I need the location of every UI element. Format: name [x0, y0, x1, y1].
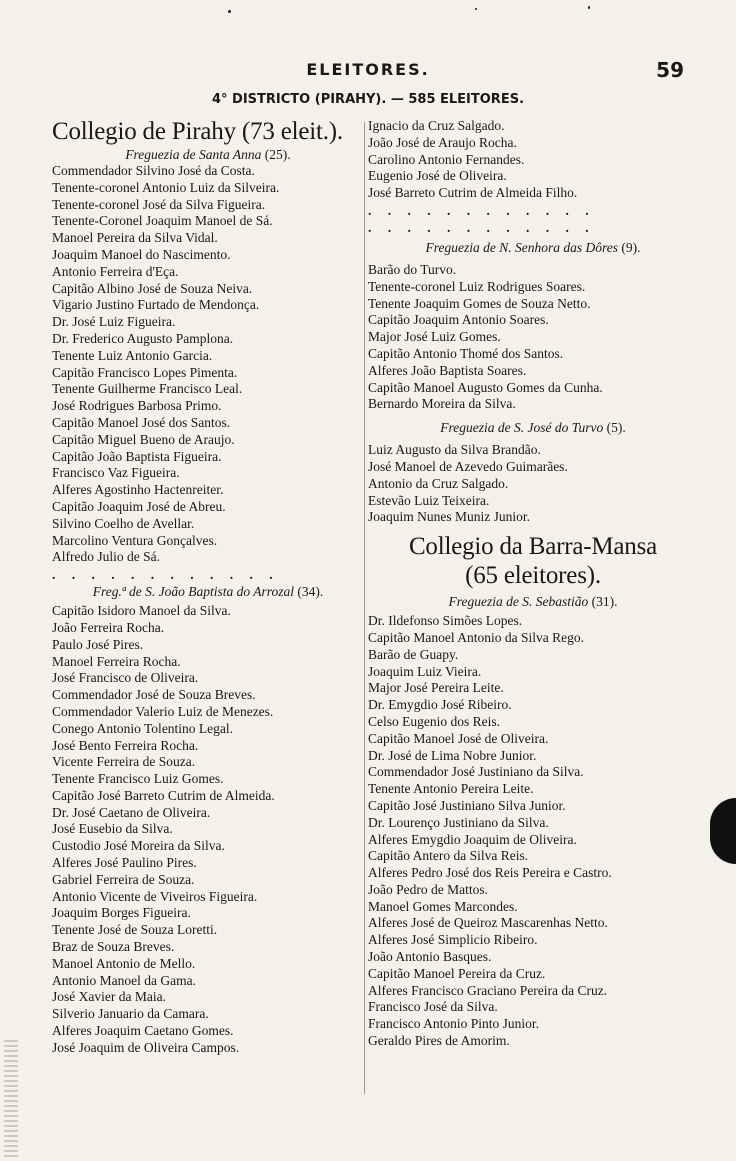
college-heading-pirahy: Collegio de Pirahy (73 eleit.). [52, 118, 343, 145]
list-item: José Rodrigues Barbosa Primo. [52, 398, 222, 414]
ellipsis-row: . . . . . . . . . . . . [368, 202, 596, 218]
list-item: José Barreto Cutrim de Almeida Filho. [368, 185, 578, 201]
parish-count: (5). [606, 420, 626, 436]
list-item: Alferes José Paulino Pires. [52, 855, 197, 871]
list-item: Capitão Manoel José dos Santos. [52, 414, 231, 430]
voter-list-sebastiao [368, 613, 698, 1050]
list-item: Celso Eugenio dos Reis. [368, 713, 500, 729]
list-item: Capitão José Barreto Cutrim de Almeida. [52, 787, 275, 803]
running-title: ELEITORES. [306, 60, 430, 79]
parish-heading-dores [368, 239, 698, 256]
page-edge-mark [710, 798, 736, 864]
list-item: José Francisco de Oliveira. [52, 670, 199, 686]
left-column [52, 118, 364, 1057]
ink-speck [228, 10, 231, 13]
voter-list-turvo [368, 442, 698, 526]
list-item: Capitão Manoel Antonio da Silva Rego. [368, 629, 584, 645]
district-title: 4° DISTRICTO (PIRAHY). — 585 ELEITORES. [211, 92, 525, 107]
list-item: Tenente Joaquim Gomes de Souza Netto. [368, 295, 591, 311]
list-item: Capitão Manoel Pereira da Cruz. [368, 965, 546, 981]
list-item: Geraldo Pires de Amorim. [368, 1033, 510, 1049]
list-item: Tenente-coronel José da Silva Figueira. [52, 196, 266, 212]
list-item: Alferes Pedro José dos Reis Pereira e Castro. [368, 865, 612, 881]
list-item: Tenente José de Souza Loretti. [52, 922, 218, 938]
parish-title: Freguezia de S. José do Turvo [440, 420, 604, 436]
list-item: Dr. José Luiz Figueira. [52, 314, 176, 330]
list-item: Antonio Manoel da Gama. [52, 972, 196, 988]
ellipsis-row: . . . . . . . . . . . . [52, 567, 280, 583]
list-item: Silverio Januario da Camara. [52, 1006, 209, 1022]
list-item: Alferes João Baptista Soares. [368, 362, 527, 378]
parish-count: (34). [297, 584, 324, 600]
list-item: Bernardo Moreira da Silva. [368, 396, 516, 412]
list-item: Commendador José de Souza Breves. [52, 687, 256, 703]
list-item: Alferes Joaquim Caetano Gomes. [52, 1023, 234, 1039]
running-head [0, 60, 736, 86]
list-item: José Bento Ferreira Rocha. [52, 737, 199, 753]
parish-count: (9). [621, 239, 641, 255]
list-item: Manoel Antonio de Mello. [52, 955, 196, 971]
list-item: Silvino Coelho de Avellar. [52, 515, 195, 531]
list-item: Joaquim Luiz Vieira. [368, 663, 482, 679]
list-item: Barão do Turvo. [368, 261, 457, 277]
list-item: Alferes José de Queiroz Mascarenhas Netto. [368, 915, 608, 931]
list-item: Dr. José Caetano de Oliveira. [52, 804, 211, 820]
ink-speck [475, 8, 477, 10]
right-column [368, 118, 698, 1050]
voter-list-continued [368, 118, 698, 202]
college-heading-barra-mansa: Collegio da Barra-Mansa [408, 533, 658, 561]
list-item: Joaquim Nunes Muniz Junior. [368, 509, 530, 525]
list-item: Manoel Ferreira Rocha. [52, 653, 181, 669]
list-item: Manoel Gomes Marcondes. [368, 898, 518, 914]
list-item: Antonio da Cruz Salgado. [368, 475, 509, 491]
list-item: José Xavier da Maia. [52, 989, 166, 1005]
list-item: Capitão Albino José de Souza Neiva. [52, 280, 253, 296]
list-item: Tenente-coronel Antonio Luiz da Silveira. [52, 179, 280, 195]
list-item: Eugenio José de Oliveira. [368, 168, 507, 184]
list-item: Tenente Antonio Pereira Leite. [368, 781, 534, 797]
list-item: Dr. Emygdio José Ribeiro. [368, 697, 512, 713]
list-item: Dr. Lourenço Justiniano da Silva. [368, 814, 549, 830]
list-item: Gabriel Ferreira de Souza. [52, 871, 195, 887]
list-item: Major José Luiz Gomes. [368, 329, 501, 345]
list-item: Francisco José da Silva. [368, 999, 498, 1015]
list-item: Vigario Justino Furtado de Mendonça. [52, 297, 260, 313]
list-item: Paulo José Pires. [52, 636, 144, 652]
column-divider [364, 122, 365, 1094]
list-item: Tenente Guilherme Francisco Leal. [52, 381, 243, 397]
parish-title: Freg.ª de S. João Baptista do Arrozal [92, 584, 294, 600]
list-item: João Ferreira Rocha. [52, 619, 165, 635]
list-item: Commendador Valerio Luiz de Menezes. [52, 703, 274, 719]
list-item: Custodio José Moreira da Silva. [52, 838, 225, 854]
voter-list-arrozal [52, 603, 364, 1057]
list-item: Capitão Antero da Silva Reis. [368, 848, 529, 864]
list-item: José Eusebio da Silva. [52, 821, 173, 837]
list-item: Antonio Ferreira d'Eça. [52, 263, 179, 279]
list-item: Francisco Vaz Figueira. [52, 465, 180, 481]
list-item: Vicente Ferreira de Souza. [52, 754, 196, 770]
list-item: João José de Araujo Rocha. [368, 134, 517, 150]
parish-count: (25). [264, 147, 291, 162]
list-item: Manoel Pereira da Silva Vidal. [52, 230, 218, 246]
parish-title: Freguezia de Santa Anna [125, 147, 262, 162]
list-item: Barão de Guapy. [368, 646, 459, 662]
list-item: Alferes José Simplicio Ribeiro. [368, 932, 538, 948]
list-item: Capitão Miguel Bueno de Araujo. [52, 431, 235, 447]
parish-heading-arrozal [52, 583, 364, 600]
list-item: Antonio Vicente de Viveiros Figueira. [52, 888, 258, 904]
list-item: Tenente Luiz Antonio Garcia. [52, 347, 213, 363]
list-item: Joaquim Manoel do Nascimento. [52, 246, 231, 262]
voter-list-santa-anna [52, 163, 364, 566]
list-item: Capitão Manoel Augusto Gomes da Cunha. [368, 379, 603, 395]
list-item: Tenente-Coronel Joaquim Manoel de Sá. [52, 213, 273, 229]
list-item: Marcolino Ventura Gonçalves. [52, 532, 218, 548]
list-item: Dr. José de Lima Nobre Junior. [368, 747, 537, 763]
list-item: Conego Antonio Tolentino Legal. [52, 720, 234, 736]
parish-heading-turvo [368, 419, 698, 436]
list-item: Alferes Francisco Graciano Pereira da Cruz. [368, 982, 608, 998]
list-item: Dr. Ildefonso Simões Lopes. [368, 613, 523, 629]
list-item: José Manoel de Azevedo Guimarães. [368, 458, 568, 474]
list-item: Joaquim Borges Figueira. [52, 905, 191, 921]
list-item: Capitão Joaquim Antonio Soares. [368, 312, 549, 328]
parish-title: Freguezia de N. Senhora das Dôres [425, 239, 618, 255]
list-item: Alferes Emygdio Joaquim de Oliveira. [368, 831, 577, 847]
list-item: Commendador Silvino José da Costa. [52, 163, 255, 178]
list-item: Capitão Isidoro Manoel da Silva. [52, 603, 231, 619]
list-item: Alfredo Julio de Sá. [52, 549, 160, 565]
list-item: Capitão Manoel José de Oliveira. [368, 730, 549, 746]
list-item: João Pedro de Mattos. [368, 881, 488, 897]
list-item: Capitão José Justiniano Silva Junior. [368, 797, 566, 813]
college-count-barra-mansa: (65 eleitores). [465, 562, 601, 590]
list-item: Capitão Francisco Lopes Pimenta. [52, 364, 238, 380]
page-number: 59 [656, 58, 684, 82]
list-item: Tenente Francisco Luiz Gomes. [52, 771, 224, 787]
parish-heading-santa-anna [52, 146, 364, 163]
list-item: Capitão Joaquim José de Abreu. [52, 498, 226, 514]
ink-speck [588, 6, 590, 9]
parish-heading-sebastiao [368, 593, 698, 610]
list-item: Tenente-coronel Luiz Rodrigues Soares. [368, 278, 586, 294]
list-item: João Antonio Basques. [368, 949, 492, 965]
list-item: Capitão João Baptista Figueira. [52, 448, 222, 464]
list-item: Estevão Luiz Teixeira. [368, 492, 490, 508]
list-item: José Joaquim de Oliveira Campos. [52, 1039, 240, 1055]
list-item: Francisco Antonio Pinto Junior. [368, 1016, 540, 1032]
list-item: Luiz Augusto da Silva Brandão. [368, 442, 541, 458]
ellipsis-row: . . . . . . . . . . . . [368, 219, 596, 235]
binding-edge [4, 1040, 18, 1160]
list-item: Carolino Antonio Fernandes. [368, 151, 525, 167]
voter-list-dores [368, 262, 698, 413]
list-item: Dr. Frederico Augusto Pamplona. [52, 330, 234, 346]
list-item: Alferes Agostinho Hactenreiter. [52, 482, 224, 498]
list-item: Capitão Antonio Thomé dos Santos. [368, 345, 564, 361]
list-item: Ignacio da Cruz Salgado. [368, 118, 505, 133]
parish-title: Freguezia de S. Sebastião [448, 594, 589, 610]
parish-count: (31). [591, 594, 618, 610]
list-item: Braz de Souza Breves. [52, 939, 175, 955]
list-item: Major José Pereira Leite. [368, 680, 504, 696]
list-item: Commendador José Justiniano da Silva. [368, 764, 584, 780]
